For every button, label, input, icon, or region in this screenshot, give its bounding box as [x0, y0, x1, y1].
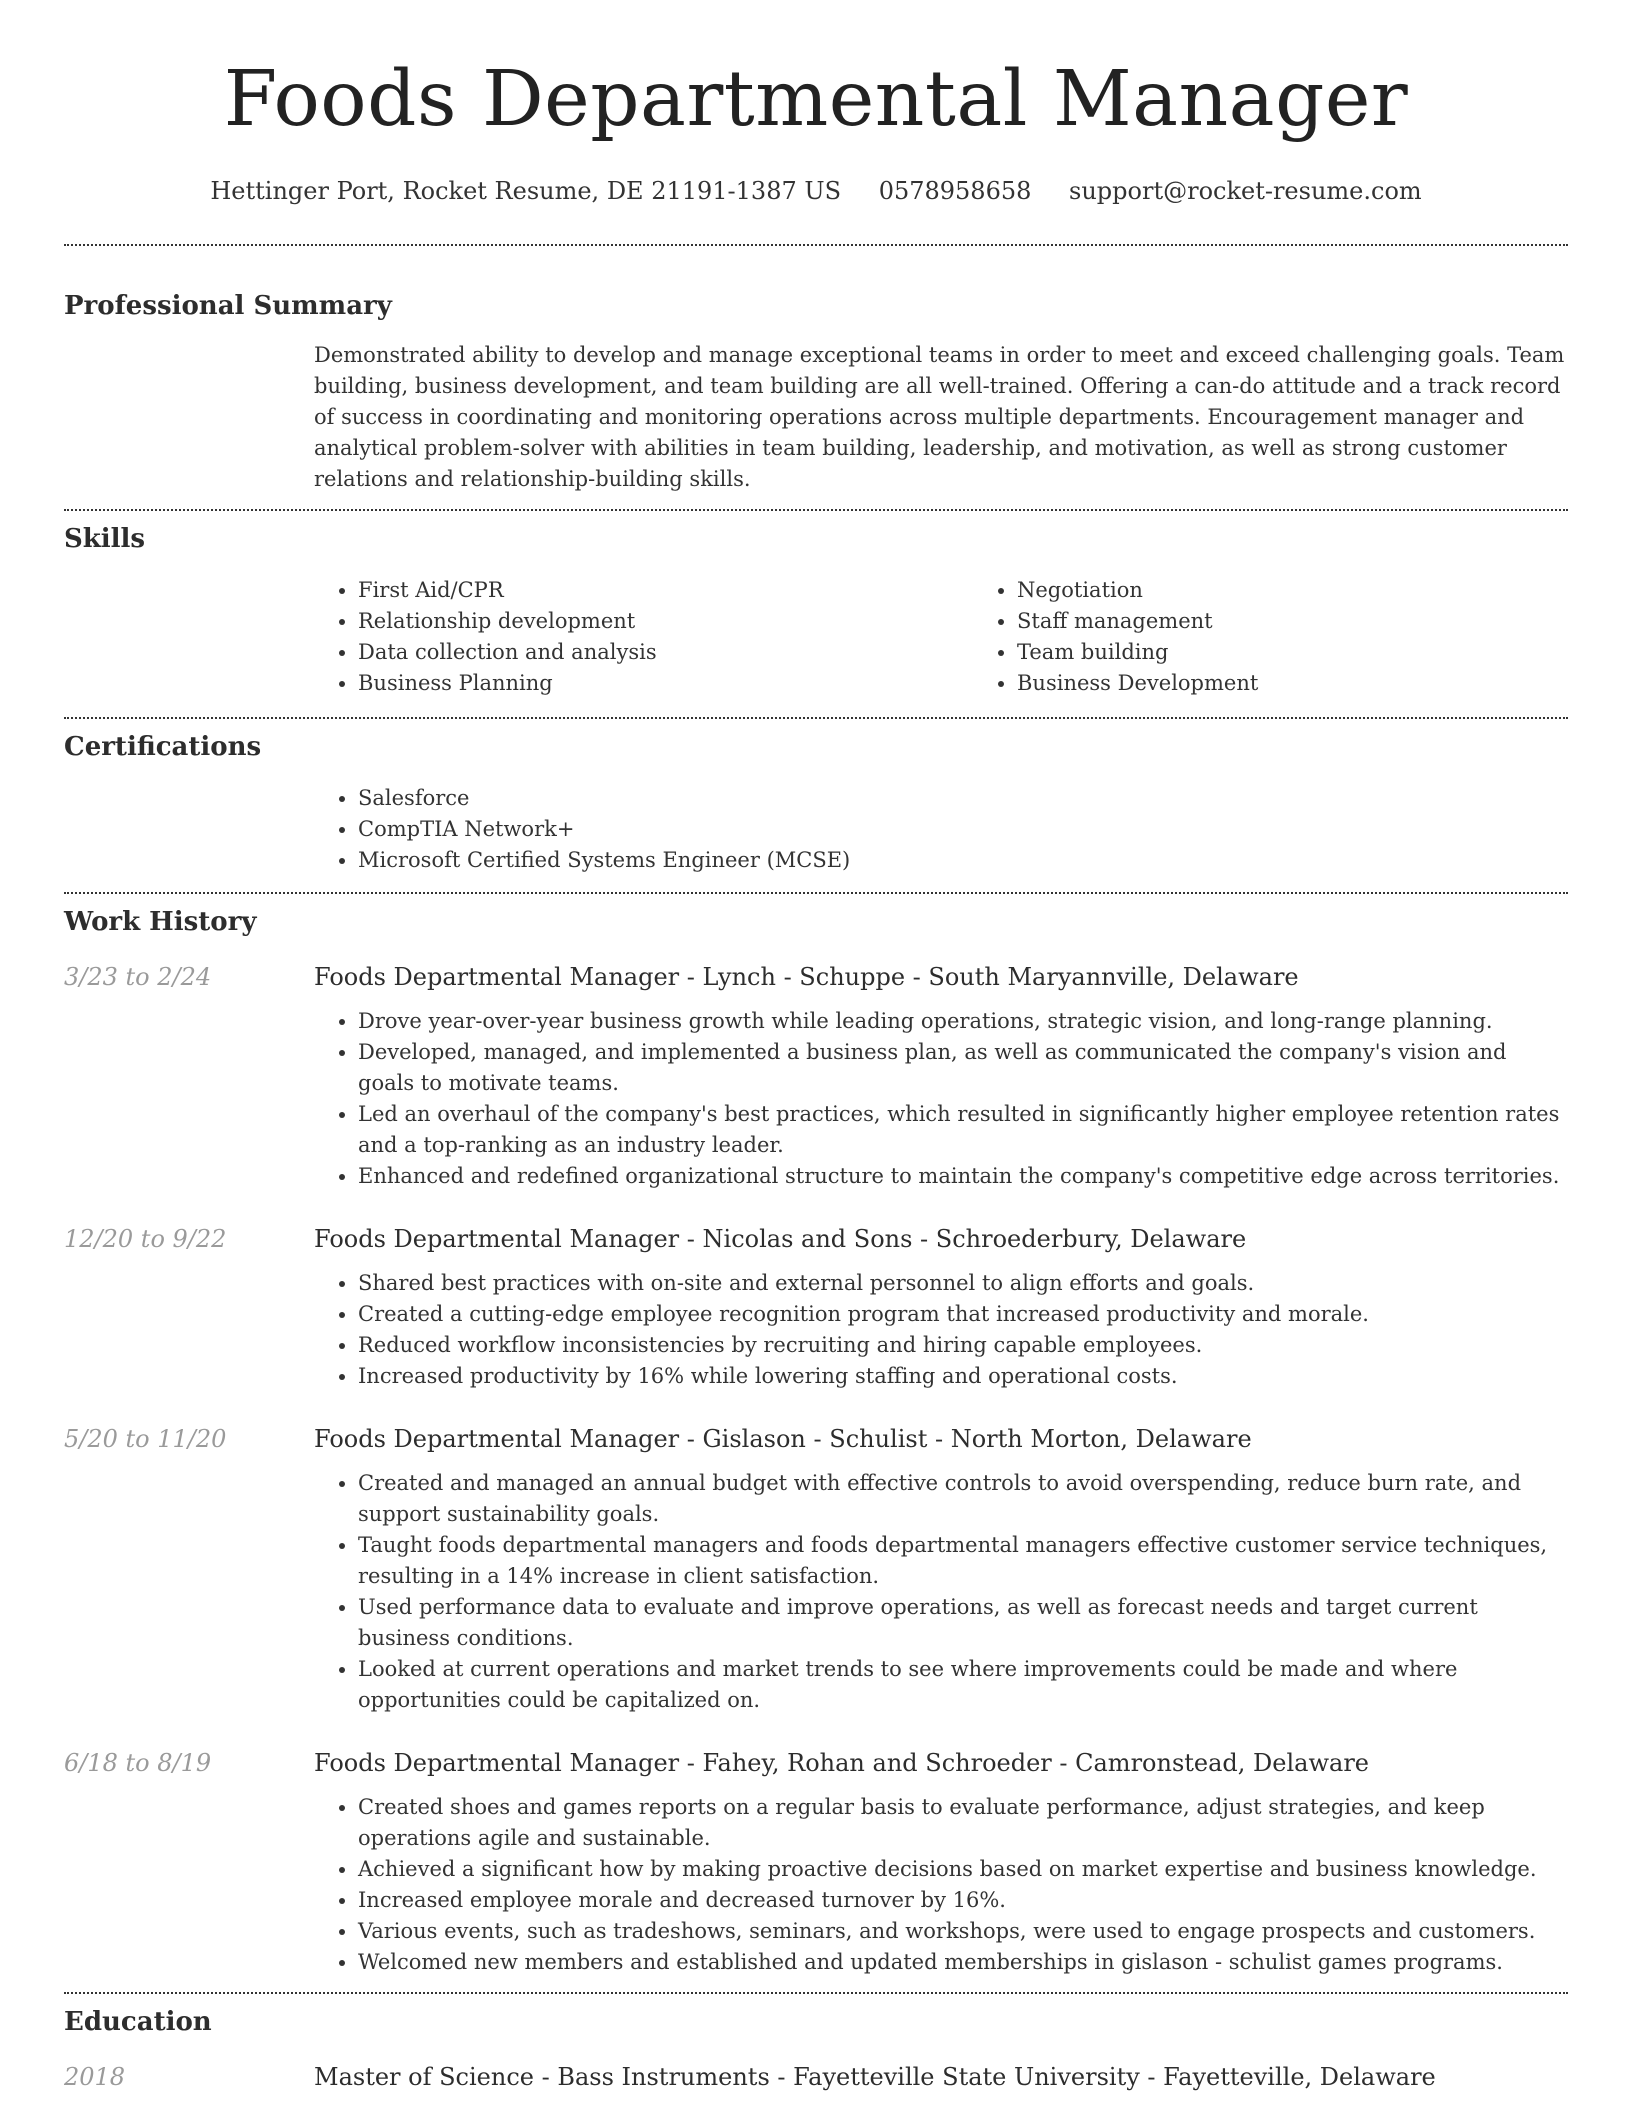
job-bullet: • Welcomed new members and established and updated memberships in gislason - schulist games programs. — [358, 1947, 1568, 1978]
section-title-certifications: Certifications — [64, 732, 262, 762]
resume-name: Foods Departmental Manager — [223, 55, 1409, 144]
job-bullet: • Shared best practices with on-site and external personnel to align efforts and goals. — [358, 1268, 1568, 1299]
contact-phone: 0578958658 — [878, 177, 1032, 205]
job-bullet: • Taught foods departmental managers and foods departmental managers effective customer service techniques, resulting in a 14% increase in client satisfaction. — [358, 1530, 1568, 1592]
job-bullets — [314, 1006, 1568, 1192]
contact-address: Hettinger Port, Rocket Resume, DE 21191-1387 US — [210, 177, 842, 205]
job-bullet: • Created a cutting-edge employee recognition program that increased productivity and morale. — [358, 1299, 1568, 1330]
job-bullet: • Developed, managed, and implemented a business plan, as well as communicated the company's vision and goals to motivate teams. — [358, 1037, 1568, 1099]
divider — [64, 892, 1568, 894]
skill-item: • First Aid/CPR — [358, 575, 973, 606]
certification-item: • Salesforce — [358, 783, 1568, 814]
skill-item: • Business Development — [1017, 668, 1632, 699]
skill-item: • Business Planning — [358, 668, 973, 699]
section-title-education: Education — [64, 2007, 212, 2037]
section-title-skills: Skills — [64, 524, 146, 554]
certification-item: • CompTIA Network+ — [358, 814, 1568, 845]
job-bullet: • Looked at current operations and market trends to see where improvements could be made and where opportunities could be capitalized on. — [358, 1654, 1568, 1716]
job-bullet: • Created shoes and games reports on a regular basis to evaluate performance, adjust strategies, and keep operations agile and sustainable. — [358, 1792, 1568, 1854]
resume-page — [64, 0, 1568, 2094]
job-bullet: • Increased employee morale and decreased turnover by 16%. — [358, 1885, 1568, 1916]
skills-section — [64, 521, 1568, 699]
certifications-list — [314, 783, 1568, 876]
skill-item: • Relationship development — [358, 606, 973, 637]
skill-item: • Data collection and analysis — [358, 637, 973, 668]
job-bullets — [314, 1792, 1568, 1978]
summary-section — [64, 288, 1568, 495]
skill-item: • Staff management — [1017, 606, 1632, 637]
job-bullet: • Increased productivity by 16% while lowering staffing and operational costs. — [358, 1361, 1568, 1392]
job-bullet: • Led an overhaul of the company's best practices, which resulted in significantly higher employee retention rates and a top-ranking as an industry leader. — [358, 1099, 1568, 1161]
job-date: 5/20 to 11/20 — [64, 1425, 227, 1453]
divider — [64, 509, 1568, 511]
job-date: 6/18 to 8/19 — [64, 1749, 212, 1777]
job-entry — [64, 1222, 1568, 1392]
job-entry — [64, 1422, 1568, 1716]
job-title: Foods Departmental Manager - Gislason - Schulist - North Morton, Delaware — [314, 1425, 1252, 1453]
job-bullet: • Reduced workflow inconsistencies by recruiting and hiring capable employees. — [358, 1330, 1568, 1361]
job-bullet: • Drove year-over-year business growth while leading operations, strategic vision, and long-range planning. — [358, 1006, 1568, 1037]
job-date: 12/20 to 9/22 — [64, 1225, 227, 1253]
education-date: 2018 — [64, 2063, 126, 2091]
job-title: Foods Departmental Manager - Fahey, Rohan and Schroeder - Camronstead, Delaware — [314, 1749, 1369, 1777]
job-bullets — [314, 1468, 1568, 1716]
divider — [64, 717, 1568, 719]
divider — [64, 244, 1568, 246]
education-section — [64, 2004, 1568, 2094]
contact-line — [64, 174, 1568, 208]
contact-email[interactable]: support@rocket-resume.com — [1069, 177, 1422, 205]
job-bullet: • Enhanced and redefined organizational structure to maintain the company's competitive edge across territories. — [358, 1161, 1568, 1192]
job-bullet: • Achieved a significant how by making proactive decisions based on market expertise and business knowledge. — [358, 1854, 1568, 1885]
job-title: Foods Departmental Manager - Nicolas and Sons - Schroederbury, Delaware — [314, 1225, 1247, 1253]
summary-text: Demonstrated ability to develop and manage exceptional teams in order to meet and exceed challenging goals. Team building, business development, and team building are all well-trained. Offering a can-do attitude and a track record of success in coordinating and monitoring operations across multiple departments. Encouragement manager and analytical problem-solver with abilities in team building, leadership, and motivation, as well as strong customer relations and relationship-building skills. — [314, 343, 1565, 491]
job-bullet: • Various events, such as tradeshows, seminars, and workshops, were used to engage prospects and customers. — [358, 1916, 1568, 1947]
skill-item: • Negotiation — [1017, 575, 1632, 606]
job-bullet: • Used performance data to evaluate and improve operations, as well as forecast needs and target current business conditions. — [358, 1592, 1568, 1654]
job-bullets — [314, 1268, 1568, 1392]
section-title-work-history: Work History — [64, 907, 257, 937]
section-title-summary: Professional Summary — [64, 291, 392, 321]
work-history-section — [64, 904, 1568, 1978]
job-entry — [64, 960, 1568, 1192]
divider — [64, 1992, 1568, 1994]
skill-item: • Team building — [1017, 637, 1632, 668]
skills-list-left — [314, 575, 973, 699]
job-entry — [64, 1746, 1568, 1978]
certification-item: • Microsoft Certified Systems Engineer (MCSE) — [358, 845, 1568, 876]
skills-list-right — [973, 575, 1632, 699]
certifications-section — [64, 729, 1568, 876]
job-title: Foods Departmental Manager - Lynch - Schuppe - South Maryannville, Delaware — [314, 963, 1299, 991]
job-date: 3/23 to 2/24 — [64, 963, 212, 991]
education-degree: Master of Science - Bass Instruments - Fayetteville State University - Fayetteville, Delaware — [314, 2063, 1436, 2091]
job-bullet: • Created and managed an annual budget with effective controls to avoid overspending, reduce burn rate, and support sustainability goals. — [358, 1468, 1568, 1530]
